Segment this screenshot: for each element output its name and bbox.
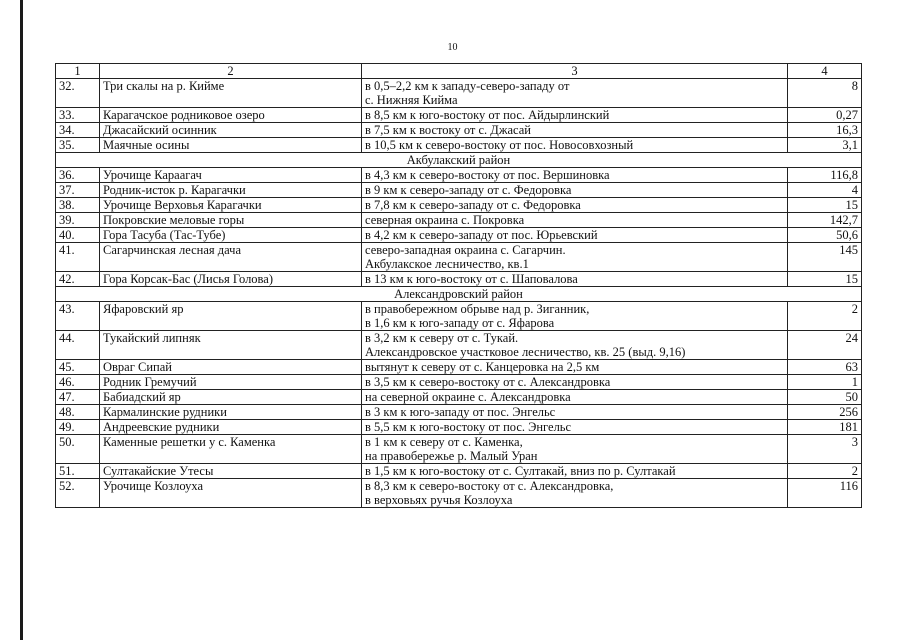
location-line: северо-западная окраина с. Сагарчин. — [365, 243, 566, 257]
location-line: на правобережье р. Малый Уран — [365, 449, 538, 463]
location-line: в 13 км к юго-востоку от с. Шаповалова — [365, 272, 578, 286]
row-number: 39. — [56, 213, 100, 228]
site-name: Овраг Сипай — [100, 360, 362, 375]
site-area: 256 — [788, 405, 862, 420]
column-header-number: 1 — [56, 64, 100, 79]
page-number: 10 — [447, 42, 458, 53]
location-line: в 4,3 км к северо-востоку от пос. Вершиновка — [365, 168, 610, 182]
site-area: 181 — [788, 420, 862, 435]
location-line: в 10,5 км к северо-востоку от пос. Новосовхозный — [365, 138, 634, 152]
site-name: Карагачское родниковое озеро — [100, 108, 362, 123]
row-number: 34. — [56, 123, 100, 138]
district-row — [56, 287, 862, 302]
site-name: Кармалинские рудники — [100, 405, 362, 420]
row-number: 38. — [56, 198, 100, 213]
site-location — [362, 331, 788, 360]
site-location — [362, 375, 788, 390]
table-row — [56, 183, 862, 198]
site-name: Покровские меловые горы — [100, 213, 362, 228]
site-location — [362, 302, 788, 331]
district-title: Акбулакский район — [56, 153, 862, 168]
column-header-area: 4 — [788, 64, 862, 79]
site-area: 15 — [788, 198, 862, 213]
table-row — [56, 464, 862, 479]
table-row — [56, 390, 862, 405]
site-area: 15 — [788, 272, 862, 287]
site-location — [362, 420, 788, 435]
site-location — [362, 213, 788, 228]
site-area: 0,27 — [788, 108, 862, 123]
site-area: 50 — [788, 390, 862, 405]
table-row — [56, 272, 862, 287]
row-number: 35. — [56, 138, 100, 153]
location-line: в 3,2 км к северу от с. Тукай. — [365, 331, 519, 345]
table-row — [56, 360, 862, 375]
row-number: 32. — [56, 79, 100, 108]
site-name: Три скалы на р. Кийме — [100, 79, 362, 108]
site-name: Андреевские рудники — [100, 420, 362, 435]
site-location — [362, 123, 788, 138]
protected-areas-table — [55, 63, 862, 508]
site-name: Родник Гремучий — [100, 375, 362, 390]
site-name: Султакайские Утесы — [100, 464, 362, 479]
table-row — [56, 331, 862, 360]
site-name: Маячные осины — [100, 138, 362, 153]
location-line: в 3,5 км к северо-востоку от с. Александровка — [365, 375, 611, 389]
table-row — [56, 479, 862, 508]
row-number: 45. — [56, 360, 100, 375]
site-location — [362, 272, 788, 287]
table-row — [56, 375, 862, 390]
site-name: Каменные решетки у с. Каменка — [100, 435, 362, 464]
column-header-location: 3 — [362, 64, 788, 79]
table-row — [56, 228, 862, 243]
site-name: Гора Тасуба (Тас-Тубе) — [100, 228, 362, 243]
table-row — [56, 435, 862, 464]
location-line: в 9 км к северо-западу от с. Федоровка — [365, 183, 572, 197]
row-number: 46. — [56, 375, 100, 390]
site-area: 24 — [788, 331, 862, 360]
location-line: в 8,3 км к северо-востоку от с. Александровка, — [365, 479, 614, 493]
location-line: в верховьях ручья Козлоуха — [365, 493, 513, 507]
row-number: 50. — [56, 435, 100, 464]
left-margin-rule — [20, 0, 23, 640]
row-number: 41. — [56, 243, 100, 272]
site-location — [362, 243, 788, 272]
location-line: с. Нижняя Кийма — [365, 93, 458, 107]
table-row — [56, 79, 862, 108]
row-number: 40. — [56, 228, 100, 243]
site-area: 116 — [788, 479, 862, 508]
site-area: 63 — [788, 360, 862, 375]
site-location — [362, 108, 788, 123]
row-number: 52. — [56, 479, 100, 508]
site-area: 2 — [788, 302, 862, 331]
site-area: 8 — [788, 79, 862, 108]
table-header-row — [56, 64, 862, 79]
row-number: 33. — [56, 108, 100, 123]
location-line: в 8,5 км к юго-востоку от пос. Айдырлинский — [365, 108, 610, 122]
table-row — [56, 213, 862, 228]
site-location — [362, 390, 788, 405]
location-line: в 7,5 км к востоку от с. Джасай — [365, 123, 531, 137]
table-row — [56, 108, 862, 123]
site-name: Гора Корсак-Бас (Лисья Голова) — [100, 272, 362, 287]
site-name: Родник-исток р. Карагачки — [100, 183, 362, 198]
row-number: 37. — [56, 183, 100, 198]
site-area: 2 — [788, 464, 862, 479]
table-row — [56, 198, 862, 213]
site-location — [362, 79, 788, 108]
district-title: Александровский район — [56, 287, 862, 302]
site-area: 142,7 — [788, 213, 862, 228]
site-name: Сагарчинская лесная дача — [100, 243, 362, 272]
table-row — [56, 302, 862, 331]
table-row — [56, 420, 862, 435]
site-location — [362, 435, 788, 464]
site-location — [362, 138, 788, 153]
site-name: Джасайский осинник — [100, 123, 362, 138]
table-row — [56, 243, 862, 272]
location-line: в 1 км к северу от с. Каменка, — [365, 435, 523, 449]
site-name: Урочище Верховья Карагачки — [100, 198, 362, 213]
site-name: Тукайский липняк — [100, 331, 362, 360]
column-header-name: 2 — [100, 64, 362, 79]
table-row — [56, 168, 862, 183]
row-number: 36. — [56, 168, 100, 183]
site-name: Урочище Караагач — [100, 168, 362, 183]
row-number: 44. — [56, 331, 100, 360]
location-line: Акбулакское лесничество, кв.1 — [365, 257, 529, 271]
location-line: в 7,8 км к северо-западу от с. Федоровка — [365, 198, 581, 212]
site-name: Яфаровский яр — [100, 302, 362, 331]
table-row — [56, 138, 862, 153]
site-area: 3 — [788, 435, 862, 464]
location-line: Александровское участковое лесничество, кв. 25 (выд. 9,16) — [365, 345, 686, 359]
row-number: 48. — [56, 405, 100, 420]
site-location — [362, 183, 788, 198]
location-line: северная окраина с. Покровка — [365, 213, 525, 227]
site-area: 145 — [788, 243, 862, 272]
site-area: 116,8 — [788, 168, 862, 183]
table-row — [56, 123, 862, 138]
site-location — [362, 228, 788, 243]
table-row — [56, 405, 862, 420]
location-line: в 1,6 км к юго-западу от с. Яфарова — [365, 316, 555, 330]
location-line: в 0,5–2,2 км к западу-северо-западу от — [365, 79, 570, 93]
site-name: Бабиадский яр — [100, 390, 362, 405]
row-number: 42. — [56, 272, 100, 287]
site-area: 1 — [788, 375, 862, 390]
location-line: в 4,2 км к северо-западу от пос. Юрьевский — [365, 228, 598, 242]
location-line: в правобережном обрыве над р. Зиганник, — [365, 302, 590, 316]
location-line: в 3 км к юго-западу от пос. Энгельс — [365, 405, 556, 419]
row-number: 49. — [56, 420, 100, 435]
site-area: 16,3 — [788, 123, 862, 138]
location-line: в 5,5 км к юго-востоку от пос. Энгельс — [365, 420, 572, 434]
location-line: вытянут к северу от с. Канцеровка на 2,5 км — [365, 360, 600, 374]
row-number: 47. — [56, 390, 100, 405]
site-area: 4 — [788, 183, 862, 198]
site-location — [362, 360, 788, 375]
site-location — [362, 198, 788, 213]
site-location — [362, 464, 788, 479]
site-location — [362, 479, 788, 508]
site-area: 50,6 — [788, 228, 862, 243]
location-line: на северной окраине с. Александровка — [365, 390, 571, 404]
location-line: в 1,5 км к юго-востоку от с. Султакай, вниз по р. Султакай — [365, 464, 676, 478]
site-location — [362, 405, 788, 420]
site-name: Урочище Козлоуха — [100, 479, 362, 508]
district-row — [56, 153, 862, 168]
row-number: 51. — [56, 464, 100, 479]
row-number: 43. — [56, 302, 100, 331]
site-location — [362, 168, 788, 183]
site-area: 3,1 — [788, 138, 862, 153]
